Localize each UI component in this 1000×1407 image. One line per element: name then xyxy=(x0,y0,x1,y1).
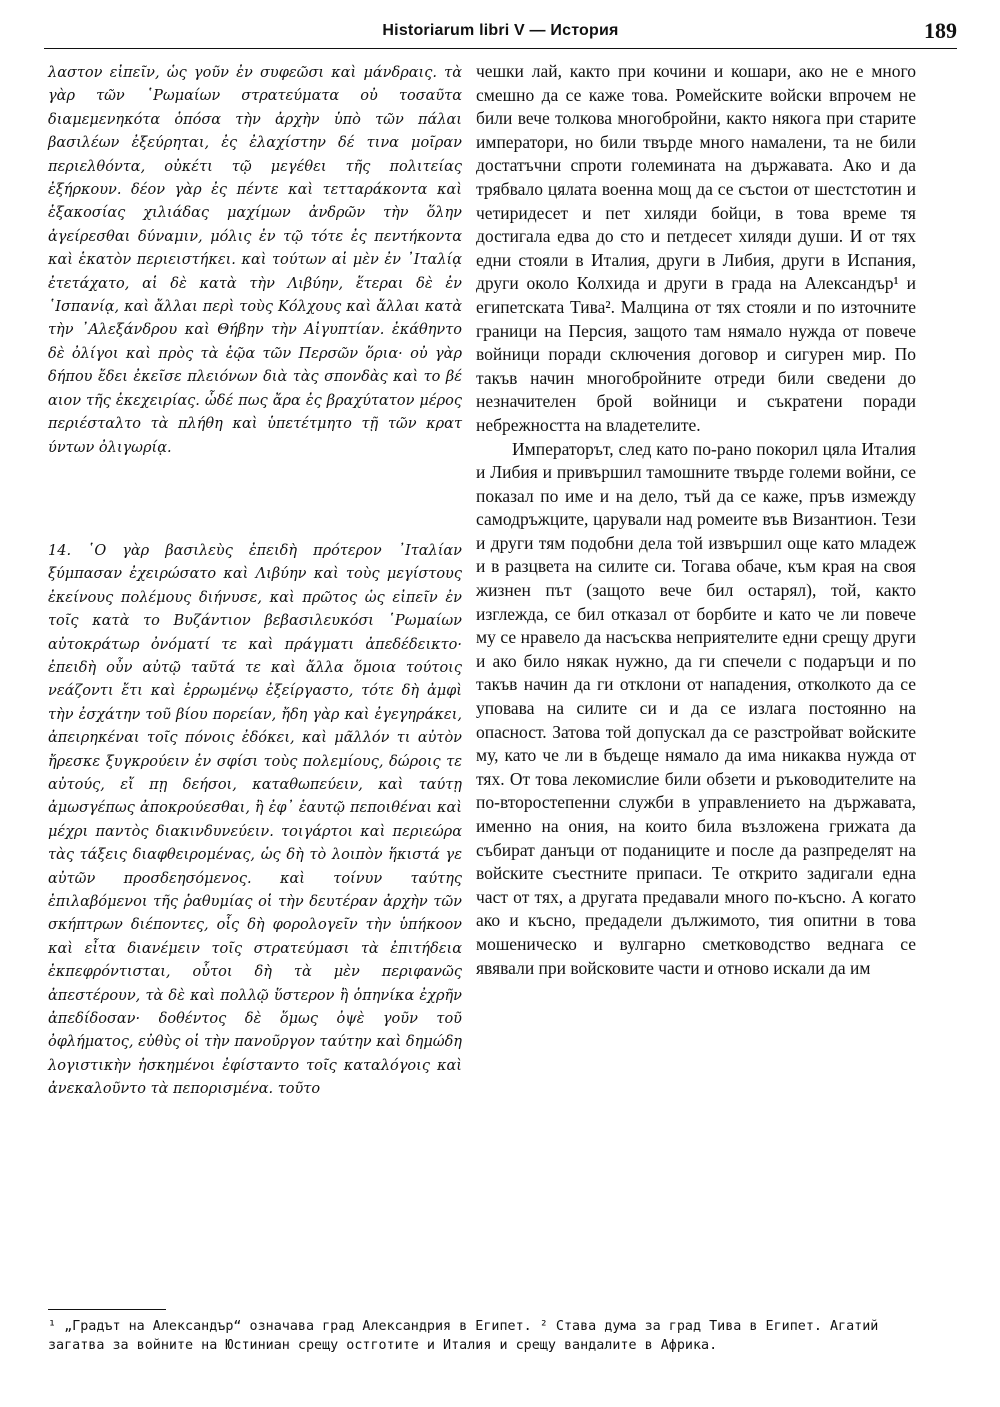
page-header xyxy=(44,14,957,49)
bulgarian-translation-column xyxy=(476,60,916,980)
greek-paragraph-14: 14. ῾Ο γὰρ βασιλεὺς ἐπειδὴ πρότερον ᾿Ιταλίαν ξύμπασαν ἐχειρώσατο καὶ Λιβύην καὶ τοὺς μεγίστους ἐκείνους πολέμους διήνυσε, καὶ πρῶτος ὡς εἰπεῖν ἐν τοῖς κατὰ το Βυζάντιον βεβασιλευκόσι ῾Ρωμαίων αὐτοκράτωρ ὀνόματί τε καὶ πράγματι ἀπεδέδεικτο· ἐπειδὴ οὖν αὐτῷ ταῦτά τε καὶ ἄλλα ὅμοια τούτοις νεάζοντι ἔτι καὶ ἐρρωμένῳ ἐξείργαστο, τότε δὴ ἀμφὶ τὴν ἐσχάτην τοῦ βίου πορείαν, ἤδη γὰρ καὶ ἐγεγηράκει, ἀπειρηκέναι τοῖς πόνοις ἐδόκει, καὶ μᾶλλόν τι αὐτὸν ἤρεσκε ξυγκρούειν ἐν σφίσι τοὺς πολεμίους, δώροις τε αὐτούς, εἴ πῃ δεήσοι, καταθωπεύειν, καὶ ταύτῃ ἀμωσγέπως ἀποκρούεσθαι, ἢ ἐφ᾿ ἑαυτῷ πεποιθέναι καὶ μέχρι παντὸς διακινδυνεύειν. τοιγάρτοι καὶ περιεώρα τὰς τάξεις διαφθειρομένας, ὡς δὴ τὸ λοιπὸν ἥκιστά γε αὐτῶν προσδεησόμενος. καὶ τοίνυν ταύτης ἐπιλαβόμενοι τῆς ῥαθυμίας οἱ τὴν δευτέραν ἀρχὴν τῶν σκήπτρων διέποντες, οἷς δὴ φορολογεῖν τὴν ὑπήκοον καὶ εἶτα διανέμειν τοῖς στρατεύμασι τὰ ἐπιτήδεια ἐκπεφρόντισται, οὗτοι δὴ τὰ μὲν περιφανῶς ἀπεστέρουν, τὰ δὲ καὶ πολλῷ ὕστερον ἢ ὁπηνίκα ἐχρῆν ἀπεδίδοσαν· δοθέντος δὲ ὅμως ὀψὲ γοῦν τοῦ ὀφλήματος, εὐθὺς οἱ τὴν πανοῦργον ταύτην καὶ δημώδη λογιστικὴν ἠσκημένοι ἐφίσταντο τοῖς καταλόγοις καὶ ἀνεκαλοῦντο τὰ πεπορισμένα. τοῦτο xyxy=(48,542,462,1098)
bulgarian-paragraph-2: Императорът, след като по-рано покорил цяла Италия и Либия и привършил тамошните твърде големи войни, се показал по име и на дело, тъй да се каже, пръв измежду самодръжците, царували над ромеите във Византион. Тези и други тям подобни дела той извършил още като младеж и в разцвета на силите си. Тогава обаче, към края на своя жизнен път (защото вече бил остарял), той, както изглежда, се бил отказал от борбите и като че ли повече му се нравело да насъсква неприятелите едни срещу други и ако било някак нужно, да ги спечели с подаръци и по такъв начин да ги отклони от нападения, отколкото да се уповава на силите си и да се излага постоянно на опасност. Затова той допускал да се разстройват войските му, като че ли в бъдеще нямало да има никаква нужда от тях. От това лекомислие били обзети и ръководителите на по-второстепенни служби в управлението на държавата, именно на ония, на които била възложена грижата да събират данъци от поданиците и после да разпределят на войските съестните припаси. Те открито задигали една част от тях, а другата предавали много по-късно. А когато ако и късно, предадели дължимото, тия опитни в това мошеническо и вулгарно сметководство веднага се явявали при войсковите части и отново искали да им xyxy=(476,438,916,978)
running-head: Historiarum libri V — История xyxy=(382,22,619,39)
page-number: 189 xyxy=(924,18,957,43)
greek-text-column xyxy=(48,62,462,1102)
greek-paragraph-1: λαστον εἰπεῖν, ὡς γοῦν ἐν συφεῶσι καὶ μάνδραις. τὰ γὰρ τῶν ῾Ρωμαίων στρατεύματα οὐ τοσαῦτα διαμεμενηκότα ὁπόσα τὴν ἀρχὴν ὑπὸ τῶν πάλαι βασιλέων ἐξεύρηται, ἐς ἐλαχίστην δέ τινα μοῖραν περιελθόντα, οὐκέτι τῷ μεγέθει τῆς πολιτείας ἐξήρκουν. δέον γὰρ ἐς πέντε καὶ τετταράκοντα καὶ ἑξακοσίας χιλιάδας μαχίμων ἀνδρῶν τὴν ὅλην ἀγείρεσθαι δύναμιν, μόλις ἐν τῷ τότε ἐς πεντήκοντα καὶ ἑκατὸν περιειστήκει. καὶ τούτων αἱ μὲν ἐν ᾿Ιταλίᾳ ἐτετάχατο, αἱ δὲ κατὰ τὴν Λιβύην, ἕτεραι δὲ ἐν ῾Ισπανίᾳ, καὶ ἄλλαι περὶ τοὺς Κόλχους καὶ ἄλλαι κατὰ τὴν ᾿Αλεξάνδρου καὶ Θήβην τὴν Αἰγυπτίαν. ἐκάθηντο δὲ ὀλίγοι καὶ πρὸς τὰ ἑῷα τῶν Περσῶν ὅρια· οὐ γὰρ δήπου ἔδει ἐκεῖσε πλειόνων διὰ τὰς σπονδὰς καὶ το βέ αιον τῆς ἐκεχειρίας. ὧδέ πως ἄρα ἐς βραχύτατον μέρος περιέσταλτο τὰ πλήθη καὶ ὑπετέτμητο τῇ τῶν κρατ ύντων ὀλιγωρίᾳ. xyxy=(48,65,462,456)
footnote-text: ¹ „Градът на Александър“ означава град Александрия в Египет. ² Става дума за град Тива в Египет. Агатий загатва за войните на Юстиниан срещу остготите и Италия и срещу вандалите в Африка. xyxy=(48,1319,879,1353)
footnote-divider xyxy=(48,1309,166,1310)
footnotes xyxy=(48,1317,918,1355)
bulgarian-paragraph-1: чешки лай, както при кочини и кошари, ако не е много смешно да се каже това. Ромейските войски впрочем не били вече толкова многобройни, както някога при старите императори, но били твърде много намалени, та не били достатъчни спроти големината на държавата. Ако и да трябвало цялата военна мощ да се състои от шестстотин и четиридесет и пет хиляди бойци, в това време тя достигала едва до сто и петдесет хиляди души. И от тях едни стояли в Италия, други в Либия, други в Испания, други около Колхида и други в града на Александър¹ и египетската Тива². Малцина от тях стояли и по източните граници на Персия, защото там нямало нужда от повече войници поради сключения договор и сигурен мир. По такъв начин многобройните отреди били сведени до незначителен брой войници и съкратени поради небрежността на владетелите. xyxy=(476,61,916,435)
